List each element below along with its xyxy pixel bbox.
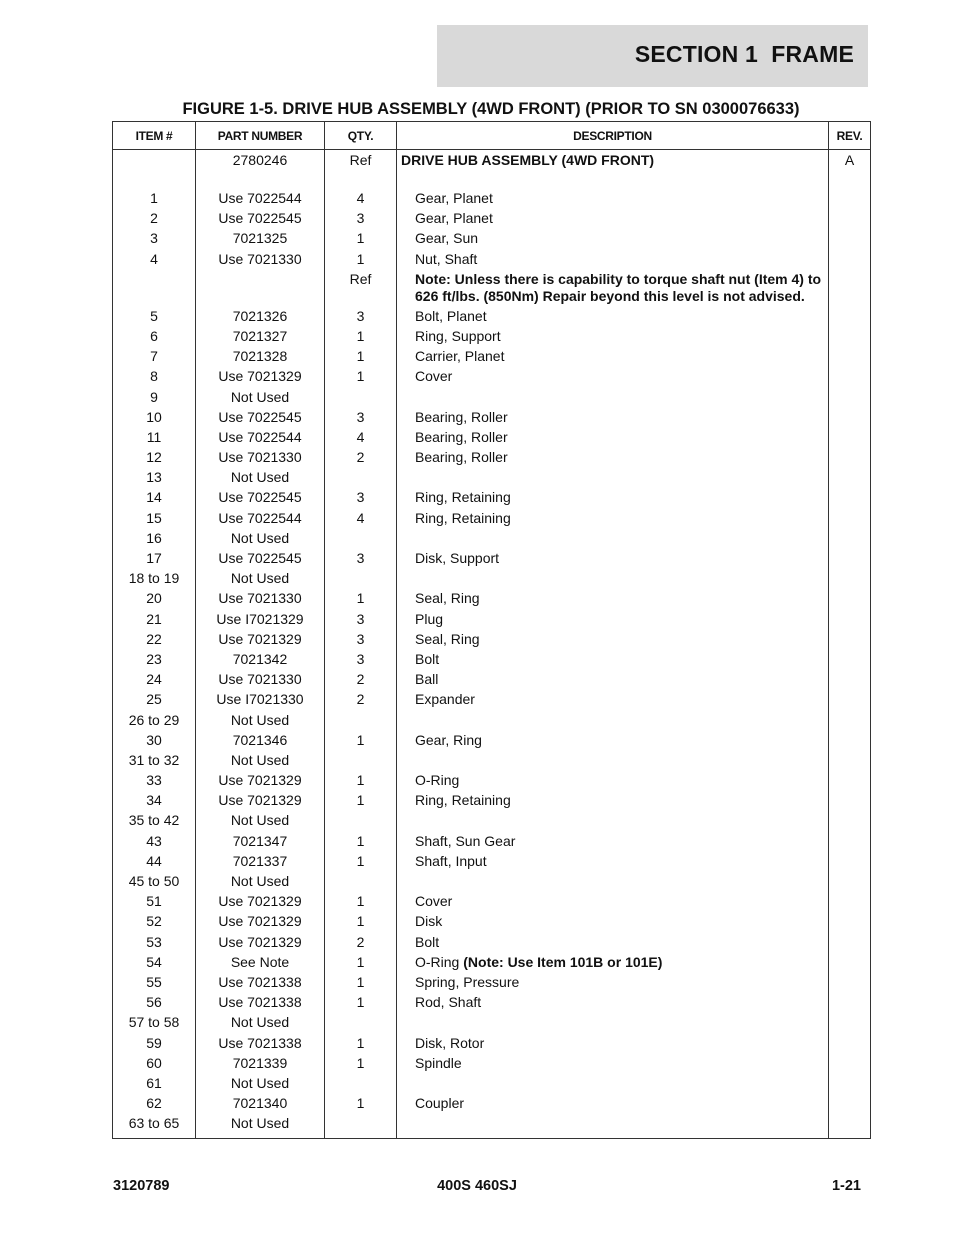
quantity: [325, 530, 397, 550]
item-number: 53: [113, 934, 196, 954]
table-row: [113, 752, 871, 772]
quantity: [325, 469, 397, 489]
part-number: Use 7022545: [196, 550, 325, 570]
part-number: Use 7021330: [196, 251, 325, 271]
quantity: [325, 712, 397, 732]
item-number: 21: [113, 611, 196, 631]
revision: [829, 631, 871, 651]
quantity: 1: [325, 913, 397, 933]
table-row: [113, 590, 871, 610]
description: Ring, Retaining: [397, 510, 829, 530]
item-number: 18 to 19: [113, 570, 196, 590]
table-row: [113, 570, 871, 590]
part-number: Not Used: [196, 812, 325, 832]
item-number: 10: [113, 409, 196, 429]
part-number: Use 7022545: [196, 409, 325, 429]
table-row: [113, 792, 871, 812]
description: [397, 271, 829, 308]
revision: [829, 1115, 871, 1139]
revision: [829, 449, 871, 469]
item-number: 55: [113, 974, 196, 994]
quantity: [325, 1115, 397, 1139]
quantity: 1: [325, 368, 397, 388]
item-number: 1: [113, 190, 196, 210]
table-row: [113, 368, 871, 388]
description: Seal, Ring: [397, 590, 829, 610]
description: Ring, Support: [397, 328, 829, 348]
quantity: 1: [325, 251, 397, 271]
quantity: [325, 1014, 397, 1034]
table-row: [113, 251, 871, 271]
table-row: [113, 853, 871, 873]
part-number: Use 7021330: [196, 449, 325, 469]
part-number: Use 7022545: [196, 489, 325, 509]
quantity: 3: [325, 489, 397, 509]
quantity: [325, 873, 397, 893]
part-number: 7021339: [196, 1055, 325, 1075]
table-header-row: [113, 122, 871, 150]
item-number: 22: [113, 631, 196, 651]
item-number: 33: [113, 772, 196, 792]
quantity: 1: [325, 792, 397, 812]
revision: [829, 368, 871, 388]
quantity: 3: [325, 631, 397, 651]
revision: [829, 489, 871, 509]
part-number: Use 7021338: [196, 994, 325, 1014]
description: Shaft, Sun Gear: [397, 833, 829, 853]
description-text: Note: Unless there is capability to torque shaft nut (Item 4) to 626 ft/lbs. (850Nm) Repair beyond this level is not advised.: [415, 270, 822, 304]
description: [397, 873, 829, 893]
description: Expander: [397, 691, 829, 711]
revision: [829, 893, 871, 913]
description: [397, 469, 829, 489]
revision: [829, 550, 871, 570]
part-number: 7021347: [196, 833, 325, 853]
quantity: 1: [325, 732, 397, 752]
description: Disk, Support: [397, 550, 829, 570]
table-row: [113, 328, 871, 348]
section-title: SECTION 1 FRAME: [634, 41, 854, 67]
item-number: 17: [113, 550, 196, 570]
item-number: 57 to 58: [113, 1014, 196, 1034]
description: Gear, Planet: [397, 190, 829, 210]
quantity: 3: [325, 651, 397, 671]
table-row: [113, 772, 871, 792]
item-number: 9: [113, 389, 196, 409]
description: Bearing, Roller: [397, 429, 829, 449]
part-number: Use 7022544: [196, 510, 325, 530]
part-number: Not Used: [196, 873, 325, 893]
description: Bearing, Roller: [397, 449, 829, 469]
description: Cover: [397, 893, 829, 913]
revision: [829, 530, 871, 550]
revision: [829, 348, 871, 368]
revision: [829, 210, 871, 230]
table-row: [113, 812, 871, 832]
revision: [829, 712, 871, 732]
part-number: Use 7021329: [196, 631, 325, 651]
description-note: (Note: Use Item 101B or 101E): [463, 953, 663, 970]
part-number: Use 7021338: [196, 974, 325, 994]
revision: [829, 328, 871, 348]
item-number: 20: [113, 590, 196, 610]
table-row: [113, 954, 871, 974]
description: [397, 1115, 829, 1139]
revision: [829, 812, 871, 832]
revision: [829, 994, 871, 1014]
quantity: 3: [325, 308, 397, 328]
table-row: [113, 429, 871, 449]
item-number: 3: [113, 230, 196, 250]
part-number: 7021340: [196, 1095, 325, 1115]
part-number: Use I7021329: [196, 611, 325, 631]
item-number: 31 to 32: [113, 752, 196, 772]
quantity: 4: [325, 190, 397, 210]
item-number: 60: [113, 1055, 196, 1075]
table-row: [113, 631, 871, 651]
item-number: 54: [113, 954, 196, 974]
part-number: Not Used: [196, 469, 325, 489]
revision: [829, 1075, 871, 1095]
revision: [829, 792, 871, 812]
item-number: [113, 271, 196, 308]
revision: [829, 590, 871, 610]
description: Seal, Ring: [397, 631, 829, 651]
table-row: [113, 210, 871, 230]
description: [397, 530, 829, 550]
revision: [829, 1014, 871, 1034]
revision: [829, 611, 871, 631]
quantity: [325, 812, 397, 832]
item-number: 13: [113, 469, 196, 489]
part-number: Not Used: [196, 1014, 325, 1034]
item-number: 25: [113, 691, 196, 711]
revision: [829, 691, 871, 711]
part-number: Use 7022544: [196, 190, 325, 210]
description: [397, 1075, 829, 1095]
part-number: Not Used: [196, 752, 325, 772]
assembly-rev: A: [829, 150, 871, 191]
description: Gear, Planet: [397, 210, 829, 230]
quantity: 2: [325, 671, 397, 691]
part-number: Use 7021330: [196, 671, 325, 691]
revision: [829, 1035, 871, 1055]
revision: [829, 833, 871, 853]
part-number: 7021328: [196, 348, 325, 368]
header-description: DESCRIPTION: [397, 122, 829, 150]
table-row: [113, 550, 871, 570]
item-number: 14: [113, 489, 196, 509]
part-number: Not Used: [196, 1075, 325, 1095]
part-number: 7021342: [196, 651, 325, 671]
table-row: [113, 530, 871, 550]
quantity: Ref: [325, 271, 397, 308]
quantity: 1: [325, 230, 397, 250]
part-number: Not Used: [196, 712, 325, 732]
item-number: 56: [113, 994, 196, 1014]
revision: [829, 1095, 871, 1115]
item-number: 6: [113, 328, 196, 348]
footer-model: 400S 460SJ: [437, 1178, 517, 1194]
revision: [829, 190, 871, 210]
quantity: 1: [325, 893, 397, 913]
item-number: 63 to 65: [113, 1115, 196, 1139]
part-number: Use 7021329: [196, 913, 325, 933]
description: Bolt: [397, 651, 829, 671]
table-row: [113, 230, 871, 250]
item-number: 51: [113, 893, 196, 913]
table-row: [113, 691, 871, 711]
quantity: 3: [325, 409, 397, 429]
revision: [829, 671, 871, 691]
table-row: [113, 449, 871, 469]
item-number: 30: [113, 732, 196, 752]
quantity: [325, 389, 397, 409]
revision: [829, 873, 871, 893]
part-number: 7021327: [196, 328, 325, 348]
description: [397, 712, 829, 732]
table-row: [113, 1014, 871, 1034]
quantity: 1: [325, 954, 397, 974]
part-number: Use 7022544: [196, 429, 325, 449]
item-number: 59: [113, 1035, 196, 1055]
description: Gear, Ring: [397, 732, 829, 752]
item-number: 45 to 50: [113, 873, 196, 893]
quantity: 1: [325, 853, 397, 873]
revision: [829, 954, 871, 974]
quantity: 3: [325, 210, 397, 230]
part-number: Use 7021329: [196, 792, 325, 812]
assembly-qty: Ref: [325, 150, 397, 191]
description: [397, 570, 829, 590]
quantity: 1: [325, 328, 397, 348]
quantity: 1: [325, 1035, 397, 1055]
table-row: [113, 833, 871, 853]
table-row: [113, 489, 871, 509]
part-number: Use 7021329: [196, 772, 325, 792]
item-number: 62: [113, 1095, 196, 1115]
table-row: [113, 934, 871, 954]
part-number: Use I7021330: [196, 691, 325, 711]
part-number: 7021326: [196, 308, 325, 328]
revision: [829, 271, 871, 308]
description: Carrier, Planet: [397, 348, 829, 368]
table-row: [113, 671, 871, 691]
quantity: 4: [325, 510, 397, 530]
revision: [829, 429, 871, 449]
quantity: [325, 570, 397, 590]
description: [397, 752, 829, 772]
item-number: 2: [113, 210, 196, 230]
description: Disk: [397, 913, 829, 933]
description: Rod, Shaft: [397, 994, 829, 1014]
description: Bolt: [397, 934, 829, 954]
quantity: 1: [325, 994, 397, 1014]
description: Plug: [397, 611, 829, 631]
footer-page-number: 1-21: [831, 1178, 861, 1194]
part-number: 7021346: [196, 732, 325, 752]
part-number: Use 7021338: [196, 1035, 325, 1055]
item-number: 35 to 42: [113, 812, 196, 832]
part-number: Not Used: [196, 530, 325, 550]
assembly-row: [113, 150, 871, 191]
revision: [829, 570, 871, 590]
quantity: 2: [325, 934, 397, 954]
table-row: [113, 651, 871, 671]
part-number: Use 7021330: [196, 590, 325, 610]
part-number: 7021325: [196, 230, 325, 250]
item-number: 52: [113, 913, 196, 933]
quantity: 4: [325, 429, 397, 449]
footer-doc-number: 3120789: [113, 1178, 170, 1194]
quantity: 1: [325, 974, 397, 994]
table-row: [113, 712, 871, 732]
quantity: [325, 752, 397, 772]
table-row: [113, 873, 871, 893]
revision: [829, 389, 871, 409]
quantity: [325, 1075, 397, 1095]
revision: [829, 409, 871, 429]
table-row: [113, 308, 871, 328]
part-number: Use 7021329: [196, 893, 325, 913]
item-number: 44: [113, 853, 196, 873]
item-number: 4: [113, 251, 196, 271]
quantity: 2: [325, 691, 397, 711]
quantity: 1: [325, 833, 397, 853]
description: [397, 1014, 829, 1034]
header-part-number: PART NUMBER: [196, 122, 325, 150]
assembly-part-number: 2780246: [196, 150, 325, 191]
revision: [829, 934, 871, 954]
note-row: [113, 271, 871, 308]
description: Spindle: [397, 1055, 829, 1075]
description: Bolt, Planet: [397, 308, 829, 328]
quantity: 1: [325, 772, 397, 792]
table-row: [113, 409, 871, 429]
table-row: [113, 611, 871, 631]
table-row: [113, 348, 871, 368]
table-row: [113, 1095, 871, 1115]
revision: [829, 230, 871, 250]
item-number: 16: [113, 530, 196, 550]
table-row: [113, 1055, 871, 1075]
table-row: [113, 974, 871, 994]
revision: [829, 913, 871, 933]
part-number: Not Used: [196, 389, 325, 409]
quantity: 1: [325, 1055, 397, 1075]
description: Bearing, Roller: [397, 409, 829, 429]
quantity: 2: [325, 449, 397, 469]
item-number: 15: [113, 510, 196, 530]
part-number: See Note: [196, 954, 325, 974]
item-number: 43: [113, 833, 196, 853]
revision: [829, 772, 871, 792]
quantity: 1: [325, 348, 397, 368]
description: Shaft, Input: [397, 853, 829, 873]
part-number: 7021337: [196, 853, 325, 873]
description: Nut, Shaft: [397, 251, 829, 271]
revision: [829, 308, 871, 328]
table-row: [113, 1075, 871, 1095]
part-number: Use 7021329: [196, 368, 325, 388]
description-text: O-Ring: [415, 953, 460, 970]
header-qty: QTY.: [325, 122, 397, 150]
table-row: [113, 913, 871, 933]
description: O-Ring: [397, 772, 829, 792]
item-number: 26 to 29: [113, 712, 196, 732]
item-number: 34: [113, 792, 196, 812]
parts-table: [112, 121, 871, 1139]
description: [397, 389, 829, 409]
header-item: ITEM #: [113, 122, 196, 150]
description: Ring, Retaining: [397, 489, 829, 509]
revision: [829, 651, 871, 671]
item-number: 61: [113, 1075, 196, 1095]
item-number: 24: [113, 671, 196, 691]
assembly-description: DRIVE HUB ASSEMBLY (4WD FRONT): [397, 150, 829, 191]
table-row: [113, 1115, 871, 1139]
section-header-box: [437, 25, 868, 87]
description: Disk, Rotor: [397, 1035, 829, 1055]
quantity: 3: [325, 550, 397, 570]
revision: [829, 1055, 871, 1075]
item-number: 7: [113, 348, 196, 368]
revision: [829, 752, 871, 772]
description: Ball: [397, 671, 829, 691]
part-number: Not Used: [196, 1115, 325, 1139]
description: [397, 812, 829, 832]
item-number: 12: [113, 449, 196, 469]
table-row: [113, 469, 871, 489]
table-row: [113, 190, 871, 210]
item-number: 23: [113, 651, 196, 671]
table-row: [113, 732, 871, 752]
revision: [829, 732, 871, 752]
assembly-item: [113, 150, 196, 191]
description: Ring, Retaining: [397, 792, 829, 812]
part-number: [196, 271, 325, 308]
description: Gear, Sun: [397, 230, 829, 250]
table-row: [113, 389, 871, 409]
description: [397, 954, 829, 974]
revision: [829, 853, 871, 873]
description: Coupler: [397, 1095, 829, 1115]
description: Spring, Pressure: [397, 974, 829, 994]
item-number: 5: [113, 308, 196, 328]
table-row: [113, 994, 871, 1014]
table-row: [113, 893, 871, 913]
revision: [829, 469, 871, 489]
revision: [829, 251, 871, 271]
figure-title: FIGURE 1-5. DRIVE HUB ASSEMBLY (4WD FRONT) (PRIOR TO SN 0300076633): [182, 100, 800, 118]
item-number: 8: [113, 368, 196, 388]
revision: [829, 510, 871, 530]
table-row: [113, 1035, 871, 1055]
part-number: Use 7022545: [196, 210, 325, 230]
revision: [829, 974, 871, 994]
quantity: 3: [325, 611, 397, 631]
part-number: Use 7021329: [196, 934, 325, 954]
table-row: [113, 510, 871, 530]
header-rev: REV.: [829, 122, 871, 150]
part-number: Not Used: [196, 570, 325, 590]
description: Cover: [397, 368, 829, 388]
quantity: 1: [325, 590, 397, 610]
quantity: 1: [325, 1095, 397, 1115]
item-number: 11: [113, 429, 196, 449]
